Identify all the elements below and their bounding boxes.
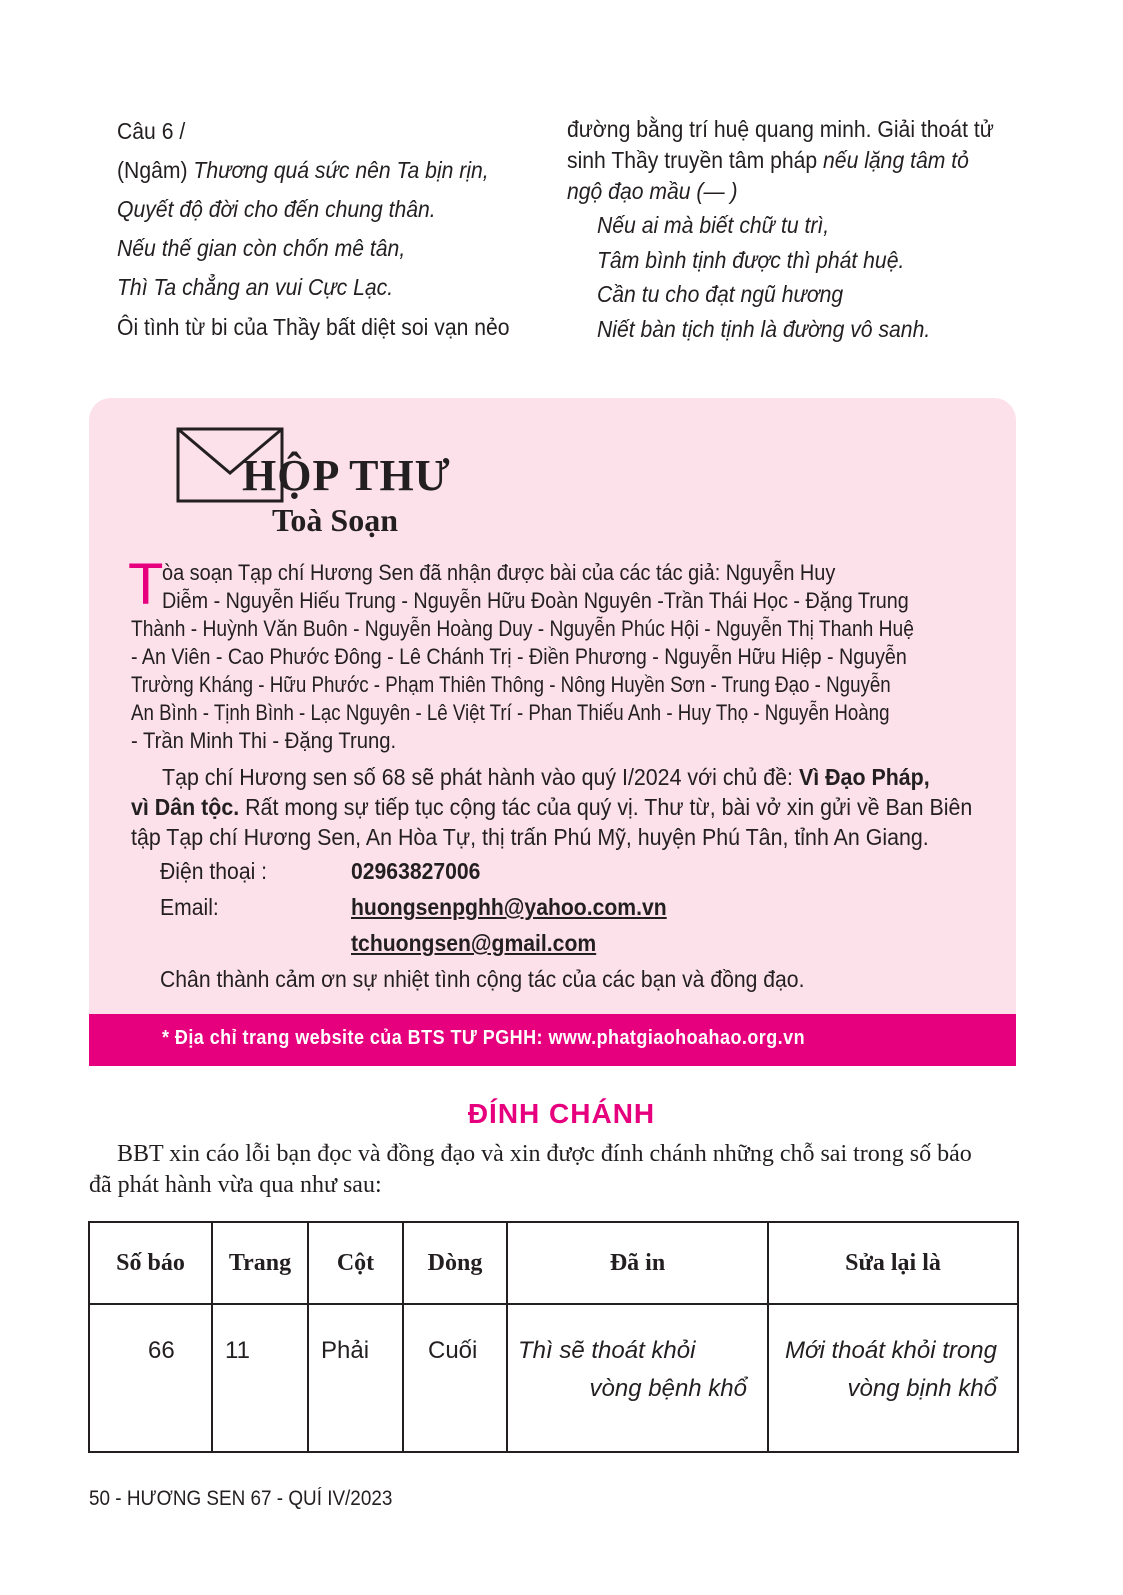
email-link[interactable]: tchuongsen@gmail.com (351, 930, 597, 956)
poem-line: (Ngâm) Thương quá sức nên Ta bịn rịn, (117, 157, 489, 183)
mailbox-subtitle: Toà Soạn (272, 502, 398, 538)
verse-line: Nếu ai mà biết chữ tu trì, (597, 212, 830, 238)
cell-printed: Thì sẽ thoát khỏi vòng bệnh khổ (507, 1304, 768, 1452)
author-line: An Bình - Tịnh Bình - Lạc Nguyên - Lê Việt Trí - Phan Thiếu Anh - Huy Thọ - Nguyễn Hoàng (131, 700, 890, 725)
header-line: Dòng (403, 1222, 507, 1304)
header-corrected: Sửa lại là (768, 1222, 1018, 1304)
cell-line: Cuối (403, 1304, 507, 1452)
verse-line: Niết bàn tịch tịnh là đường vô sanh. (597, 316, 931, 342)
email-label: Email: (160, 894, 219, 920)
thanks-line: Chân thành cảm ơn sự nhiệt tình cộng tác của các bạn và đồng đạo. (160, 966, 805, 992)
website-link[interactable]: * Địa chỉ trang website của BTS TƯ PGHH: www.phatgiaohoahao.org.vn (162, 1027, 806, 1049)
page-footer: 50 - HƯƠNG SEN 67 - QUÍ IV/2023 (89, 1487, 393, 1510)
author-line: Diễm - Nguyễn Hiếu Trung - Nguyễn Hữu Đoàn Nguyên -Trần Thái Học - Đặng Trung (162, 588, 909, 613)
errata-intro: đã phát hành vừa qua như sau: (89, 1172, 382, 1198)
poem-line: Thì Ta chẳng an vui Cực Lạc. (117, 274, 394, 300)
poem-line: Nếu thế gian còn chốn mê tân, (117, 235, 406, 261)
header-issue: Số báo (89, 1222, 212, 1304)
verse-line: Cần tu cho đạt ngũ hương (597, 281, 844, 307)
table-header-row (89, 1222, 1018, 1304)
header-page: Trang (212, 1222, 308, 1304)
author-line: - An Viên - Cao Phước Đông - Lê Chánh Trị - Điền Phương - Nguyễn Hữu Hiệp - Nguyễn (131, 644, 907, 669)
cell-issue: 66 (89, 1304, 212, 1452)
email-link[interactable]: huongsenpghh@yahoo.com.vn (351, 894, 667, 920)
verse-line: Tâm bình tịnh được thì phát huệ. (597, 247, 905, 273)
author-line: - Trần Minh Thi - Đặng Trung. (131, 728, 397, 753)
poem-line: Quyết độ đời cho đến chung thân. (117, 196, 436, 222)
issue-note: Tạp chí Hương sen số 68 sẽ phát hành vào quý I/2024 với chủ đề: Vì Đạo Pháp, (162, 764, 930, 790)
issue-note: vì Dân tộc. Rất mong sự tiếp tục cộng tác của quý vị. Thư từ, bài vở xin gửi về Ban Biên (131, 794, 973, 820)
poem-right-line: ngộ đạo mầu (— ) (567, 178, 738, 204)
errata-title: ĐÍNH CHÁNH (467, 1098, 656, 1129)
cell-page: 11 (212, 1304, 308, 1452)
phone-label: Điện thoại : (160, 858, 268, 884)
drop-cap: T (128, 552, 164, 617)
author-line: Thành - Huỳnh Văn Buôn - Nguyễn Hoàng Duy - Nguyễn Phúc Hội - Nguyễn Thị Thanh Huệ (131, 616, 914, 641)
poem-heading: Câu 6 / (117, 118, 186, 144)
header-printed: Đã in (507, 1222, 768, 1304)
cell-column: Phải (308, 1304, 403, 1452)
errata-intro: BBT xin cáo lỗi bạn đọc và đồng đạo và xin được đính chánh những chỗ sai trong số báo (117, 1141, 972, 1167)
poem-closing: Ôi tình từ bi của Thầy bất diệt soi vạn nẻo (117, 314, 510, 340)
table-row (89, 1304, 1018, 1452)
errata-table (88, 1221, 1019, 1453)
address-line: tập Tạp chí Hương Sen, An Hòa Tự, thị trấn Phú Mỹ, huyện Phú Tân, tỉnh An Giang. (131, 824, 929, 850)
header-column: Cột (308, 1222, 403, 1304)
mailbox-title: HỘP THƯ (242, 451, 451, 500)
author-line: Trường Kháng - Hữu Phước - Phạm Thiên Thông - Nông Huyền Sơn - Trung Đạo - Nguyễn (131, 672, 891, 697)
cell-corrected: Mới thoát khỏi trong vòng bịnh khổ (768, 1304, 1018, 1452)
author-line: òa soạn Tạp chí Hương Sen đã nhận được bài của các tác giả: Nguyễn Huy (162, 560, 836, 585)
poem-right-line: đường bằng trí huệ quang minh. Giải thoát tử (567, 116, 994, 142)
poem-right-line: sinh Thầy truyền tâm pháp nếu lặng tâm tỏ (567, 147, 969, 173)
phone-number[interactable]: 02963827006 (351, 858, 481, 884)
